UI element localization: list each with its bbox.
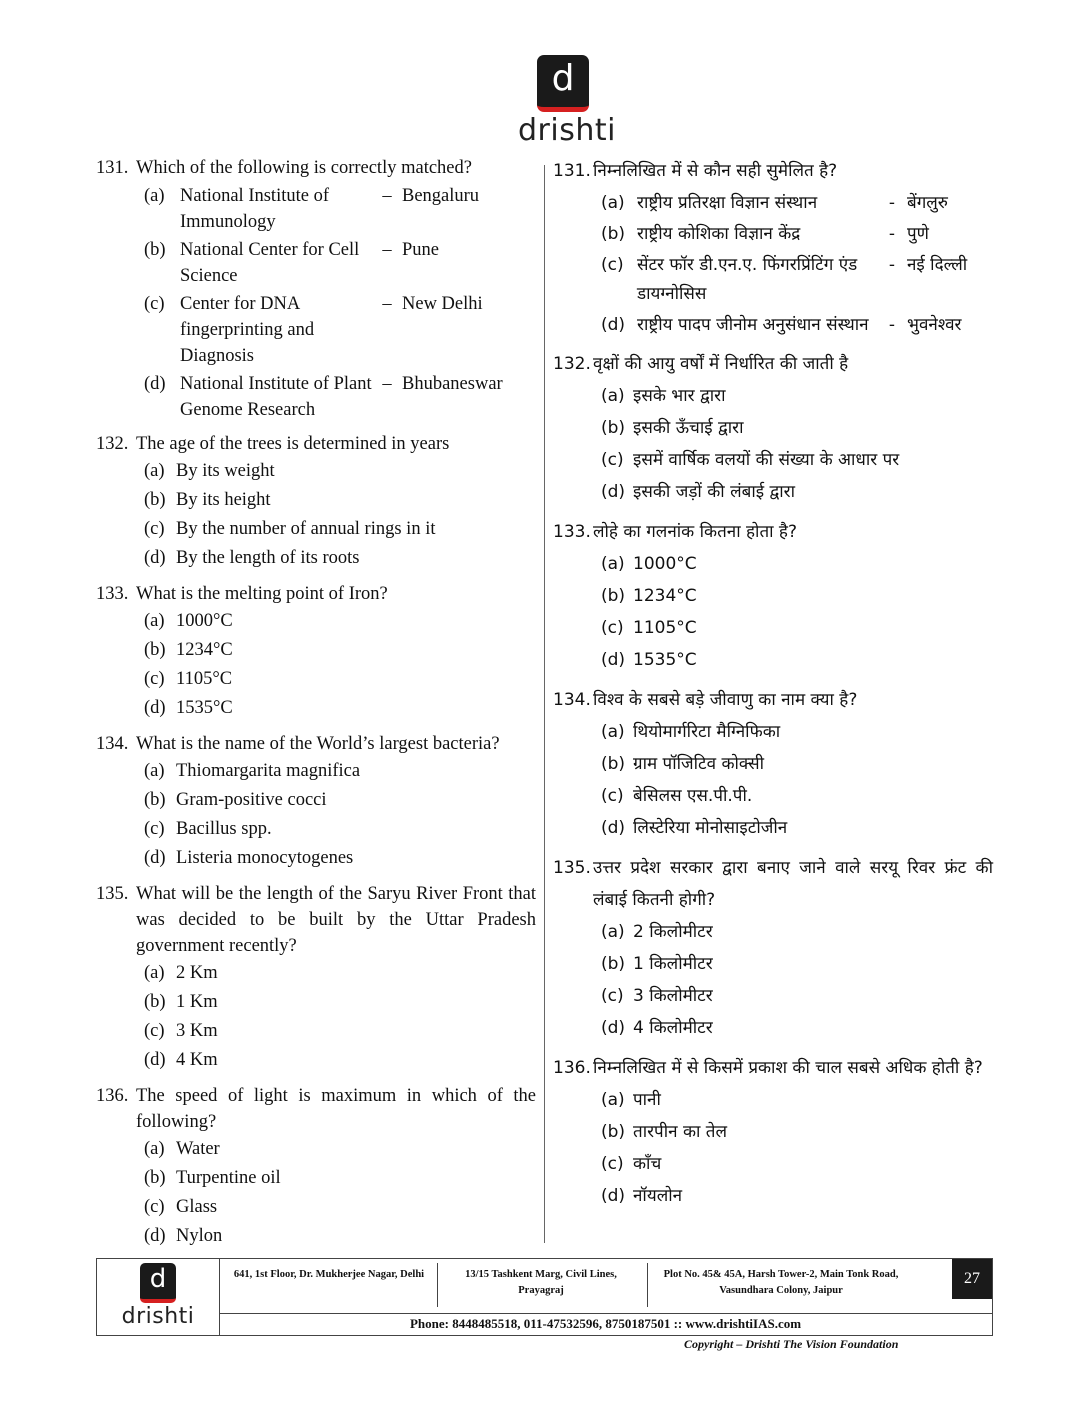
option-text: 1535°C (176, 698, 233, 718)
question-number: 135. (96, 884, 129, 904)
option-text: 1 Km (176, 992, 218, 1012)
match-row (601, 251, 993, 309)
logo-wordmark: drishti (518, 113, 616, 148)
match-row (601, 220, 993, 249)
option-label: (b) (144, 640, 166, 660)
question-text: What is the name of the World’s largest bacteria? (136, 734, 500, 754)
question-header (553, 852, 993, 916)
question-header (553, 684, 993, 716)
option-text: Listeria monocytogenes (176, 848, 354, 868)
match-institute: National Center for Cell Science (180, 240, 360, 286)
option-label: (d) (601, 1186, 626, 1206)
question-text: विश्व के सबसे बड़े जीवाणु का नाम क्या है? (593, 690, 858, 710)
match-row (144, 371, 536, 423)
question-132 (96, 431, 536, 573)
match-institute: National Institute of Plant Genome Research (180, 374, 372, 420)
match-row (601, 189, 993, 218)
option-a (601, 548, 993, 580)
option-label: (c) (601, 786, 624, 806)
option-d (144, 1046, 536, 1075)
option-text: 3 Km (176, 1021, 218, 1041)
option-b (144, 636, 536, 665)
question-text: लोहे का गलनांक कितना होता है? (593, 522, 797, 542)
option-label: (c) (144, 1197, 165, 1217)
option-text: इसके भार द्वारा (633, 386, 726, 406)
match-institute: सेंटर फॉर डी.एन.ए. फिंगरप्रिंटिंग एंड डायग्नोसिस (637, 255, 858, 304)
footer-separator (647, 1263, 648, 1307)
option-a (144, 457, 536, 486)
match-label: (d) (144, 374, 166, 394)
question-136 (553, 1052, 993, 1212)
question-132 (553, 348, 993, 508)
option-text: थियोमार्गरिटा मैग्निफिका (633, 722, 781, 742)
question-header (553, 348, 993, 380)
match-institute: Center for DNA fingerprinting and Diagnosis (180, 294, 315, 366)
match-city: Pune (402, 240, 439, 260)
page-number: 27 (952, 1259, 992, 1299)
option-text: इसकी जड़ों की लंबाई द्वारा (633, 482, 796, 502)
option-label: (a) (144, 1139, 165, 1159)
option-label: (a) (144, 611, 165, 631)
match-label: (c) (144, 294, 165, 314)
question-text: निम्नलिखित में से कौन सही सुमेलित है? (593, 161, 838, 181)
question-number: 132. (96, 434, 129, 454)
question-header (96, 881, 536, 959)
match-label: (a) (144, 186, 165, 206)
option-c (144, 1193, 536, 1222)
option-label: (c) (144, 669, 165, 689)
option-b (144, 486, 536, 515)
option-text: 1105°C (633, 618, 697, 638)
match-dash: – (382, 374, 392, 394)
option-c (144, 815, 536, 844)
option-text: 4 किलोमीटर (633, 1018, 713, 1038)
match-institute: राष्ट्रीय प्रतिरक्षा विज्ञान संस्थान (637, 193, 818, 213)
question-number: 132. (553, 354, 591, 374)
match-label: (b) (601, 224, 626, 244)
option-label: (b) (144, 1168, 166, 1188)
footer-phone: Phone: 8448485518, 011-47532596, 8750187501 :: www.drishtiIAS.com (219, 1313, 992, 1332)
option-label: (a) (601, 722, 625, 742)
question-number: 131. (553, 161, 591, 181)
option-text: Gram-positive cocci (176, 790, 327, 810)
option-text: Glass (176, 1197, 218, 1217)
option-label: (c) (601, 1154, 624, 1174)
question-text: The speed of light is maximum in which of the following? (136, 1086, 536, 1132)
footer-separator (437, 1263, 438, 1307)
match-city: Bhubaneswar (402, 374, 503, 394)
option-text: By the number of annual rings in it (176, 519, 436, 539)
option-text: 1 किलोमीटर (633, 954, 713, 974)
option-text: Water (176, 1139, 220, 1159)
match-institute: राष्ट्रीय पादप जीनोम अनुसंधान संस्थान (637, 315, 869, 335)
option-text: काँच (633, 1154, 662, 1174)
address-prayagraj: 13/15 Tashkent Marg, Civil Lines, Prayagraj (465, 1269, 617, 1296)
copyright: Copyright – Drishti The Vision Foundation (684, 1337, 899, 1351)
match-dash: – (382, 294, 392, 314)
option-label: (a) (144, 963, 165, 983)
option-d (601, 1180, 993, 1212)
question-header (553, 516, 993, 548)
option-text: 1000°C (633, 554, 697, 574)
option-a (144, 959, 536, 988)
option-label: (b) (144, 490, 166, 510)
question-text: The age of the trees is determined in years (136, 434, 450, 454)
option-text: इसकी ऊँचाई द्वारा (633, 418, 744, 438)
option-label: (c) (144, 1021, 165, 1041)
match-city: नई दिल्ली (907, 255, 968, 275)
match-city: बेंगलुरु (907, 193, 948, 213)
question-number: 133. (96, 584, 129, 604)
option-b (144, 786, 536, 815)
question-131 (553, 155, 993, 340)
question-text: उत्तर प्रदेश सरकार द्वारा बनाए जाने वाले सरयू रिवर फ्रंट की लंबाई कितनी होगी? (593, 858, 993, 910)
hindi-column (553, 155, 993, 1220)
option-text: 1535°C (633, 650, 697, 670)
option-text: 1234°C (176, 640, 233, 660)
match-label: (d) (601, 315, 626, 335)
option-c (144, 665, 536, 694)
question-134 (96, 731, 536, 873)
option-label: (a) (601, 554, 625, 574)
option-text: By its height (176, 490, 271, 510)
option-text: Bacillus spp. (176, 819, 272, 839)
option-text: Nylon (176, 1226, 223, 1246)
option-a (601, 716, 993, 748)
option-label: (a) (144, 761, 165, 781)
match-institute: National Institute of Immunology (180, 186, 329, 232)
option-d (144, 544, 536, 573)
option-b (601, 748, 993, 780)
option-label: (b) (601, 586, 626, 606)
match-dash: - (888, 255, 896, 275)
option-label: (b) (144, 790, 166, 810)
option-text: By the length of its roots (176, 548, 360, 568)
option-c (144, 515, 536, 544)
option-c (601, 444, 993, 476)
question-header (96, 581, 536, 607)
option-text: 2 किलोमीटर (633, 922, 713, 942)
option-text: तारपीन का तेल (633, 1122, 728, 1142)
option-label: (b) (601, 418, 626, 438)
option-text: Thiomargarita magnifica (176, 761, 361, 781)
option-text: 3 किलोमीटर (633, 986, 713, 1006)
question-135 (553, 852, 993, 1044)
footer-logo-d-icon: d (140, 1263, 176, 1303)
question-133 (96, 581, 536, 723)
english-column (96, 155, 536, 1259)
question-header (96, 731, 536, 757)
option-label: (d) (144, 698, 166, 718)
option-text: इसमें वार्षिक वलयों की संख्या के आधार पर (633, 450, 900, 470)
option-d (601, 644, 993, 676)
question-text: What is the melting point of Iron? (136, 584, 388, 604)
option-label: (b) (601, 754, 626, 774)
option-c (601, 612, 993, 644)
option-d (601, 1012, 993, 1044)
option-c (601, 1148, 993, 1180)
option-b (601, 1116, 993, 1148)
question-number: 134. (96, 734, 129, 754)
question-number: 135. (553, 858, 591, 878)
option-c (601, 780, 993, 812)
match-city: भुवनेश्वर (907, 315, 962, 335)
option-label: (c) (601, 450, 624, 470)
question-number: 133. (553, 522, 591, 542)
option-c (144, 1017, 536, 1046)
question-number: 136. (553, 1058, 591, 1078)
column-divider (544, 165, 545, 1243)
footer-logo (97, 1259, 220, 1335)
question-136 (96, 1083, 536, 1251)
option-label: (c) (144, 819, 165, 839)
option-text: नॉयलोन (633, 1186, 683, 1206)
option-label: (a) (144, 461, 165, 481)
option-d (601, 476, 993, 508)
question-header (96, 1083, 536, 1135)
option-text: बेसिलस एस.पी.पी. (633, 786, 753, 806)
match-table (601, 189, 993, 340)
option-a (601, 1084, 993, 1116)
question-number: 136. (96, 1086, 129, 1106)
option-d (144, 1222, 536, 1251)
question-number: 134. (553, 690, 591, 710)
option-label: (a) (601, 922, 625, 942)
question-131 (96, 155, 536, 423)
option-label: (a) (601, 1090, 625, 1110)
option-text: 2 Km (176, 963, 218, 983)
logo-d-icon: d (537, 55, 589, 112)
option-label: (d) (601, 650, 626, 670)
option-text: ग्राम पॉजिटिव कोक्सी (633, 754, 764, 774)
question-text: What will be the length of the Saryu River Front that was decided to be built by the Uttar Pradesh government recently? (136, 884, 536, 956)
option-label: (d) (601, 1018, 626, 1038)
option-label: (d) (144, 1050, 166, 1070)
question-133 (553, 516, 993, 676)
match-row (144, 183, 536, 235)
match-dash: – (382, 240, 392, 260)
option-text: 1105°C (176, 669, 233, 689)
option-b (601, 580, 993, 612)
option-b (144, 1164, 536, 1193)
option-text: 4 Km (176, 1050, 218, 1070)
footer (96, 1258, 993, 1336)
option-label: (b) (144, 992, 166, 1012)
question-134 (553, 684, 993, 844)
option-a (601, 916, 993, 948)
option-b (601, 948, 993, 980)
option-text: Turpentine oil (176, 1168, 281, 1188)
match-city: New Delhi (402, 294, 483, 314)
match-dash: - (888, 224, 896, 244)
question-header (96, 431, 536, 457)
option-label: (d) (144, 548, 166, 568)
option-c (601, 980, 993, 1012)
question-header (553, 155, 993, 187)
option-text: By its weight (176, 461, 275, 481)
option-label: (c) (144, 519, 165, 539)
option-label: (c) (601, 618, 624, 638)
option-text: पानी (633, 1090, 661, 1110)
option-label: (a) (601, 386, 625, 406)
match-row (601, 311, 993, 340)
option-label: (b) (601, 1122, 626, 1142)
option-d (601, 812, 993, 844)
option-label: (d) (601, 482, 626, 502)
footer-wordmark: drishti (121, 1304, 195, 1329)
match-dash: – (382, 186, 392, 206)
option-label: (d) (144, 848, 166, 868)
match-city: Bengaluru (402, 186, 480, 206)
match-label: (b) (144, 240, 166, 260)
match-dash: - (888, 315, 896, 335)
match-row (144, 291, 536, 369)
question-number: 131. (96, 158, 129, 178)
match-institute: राष्ट्रीय कोशिका विज्ञान केंद्र (637, 224, 801, 244)
option-d (144, 844, 536, 873)
match-dash: - (888, 193, 896, 213)
question-135 (96, 881, 536, 1075)
match-row (144, 237, 536, 289)
option-text: लिस्टेरिया मोनोसाइटोजीन (633, 818, 788, 838)
address-jaipur: Plot No. 45& 45A, Harsh Tower-2, Main Tonk Road, Vasundhara Colony, Jaipur (663, 1269, 899, 1296)
option-b (144, 988, 536, 1017)
option-d (144, 694, 536, 723)
option-label: (d) (601, 818, 626, 838)
option-text: 1234°C (633, 586, 697, 606)
option-label: (c) (601, 986, 624, 1006)
option-a (601, 380, 993, 412)
match-label: (a) (601, 193, 625, 213)
question-text: Which of the following is correctly matched? (136, 158, 472, 178)
option-a (144, 607, 536, 636)
option-a (144, 1135, 536, 1164)
option-b (601, 412, 993, 444)
drishti-logo (518, 55, 616, 148)
address-delhi: 641, 1st Floor, Dr. Mukherjee Nagar, Delhi (233, 1269, 425, 1280)
option-a (144, 757, 536, 786)
option-label: (d) (144, 1226, 166, 1246)
question-text: निम्नलिखित में से किसमें प्रकाश की चाल सबसे अधिक होती है? (593, 1058, 983, 1078)
option-text: 1000°C (176, 611, 233, 631)
option-label: (b) (601, 954, 626, 974)
question-header (96, 155, 536, 181)
match-table (144, 183, 536, 423)
match-label: (c) (601, 255, 624, 275)
question-header (553, 1052, 993, 1084)
match-city: पुणे (907, 224, 929, 244)
question-text: वृक्षों की आयु वर्षों में निर्धारित की जाती है (593, 354, 849, 374)
